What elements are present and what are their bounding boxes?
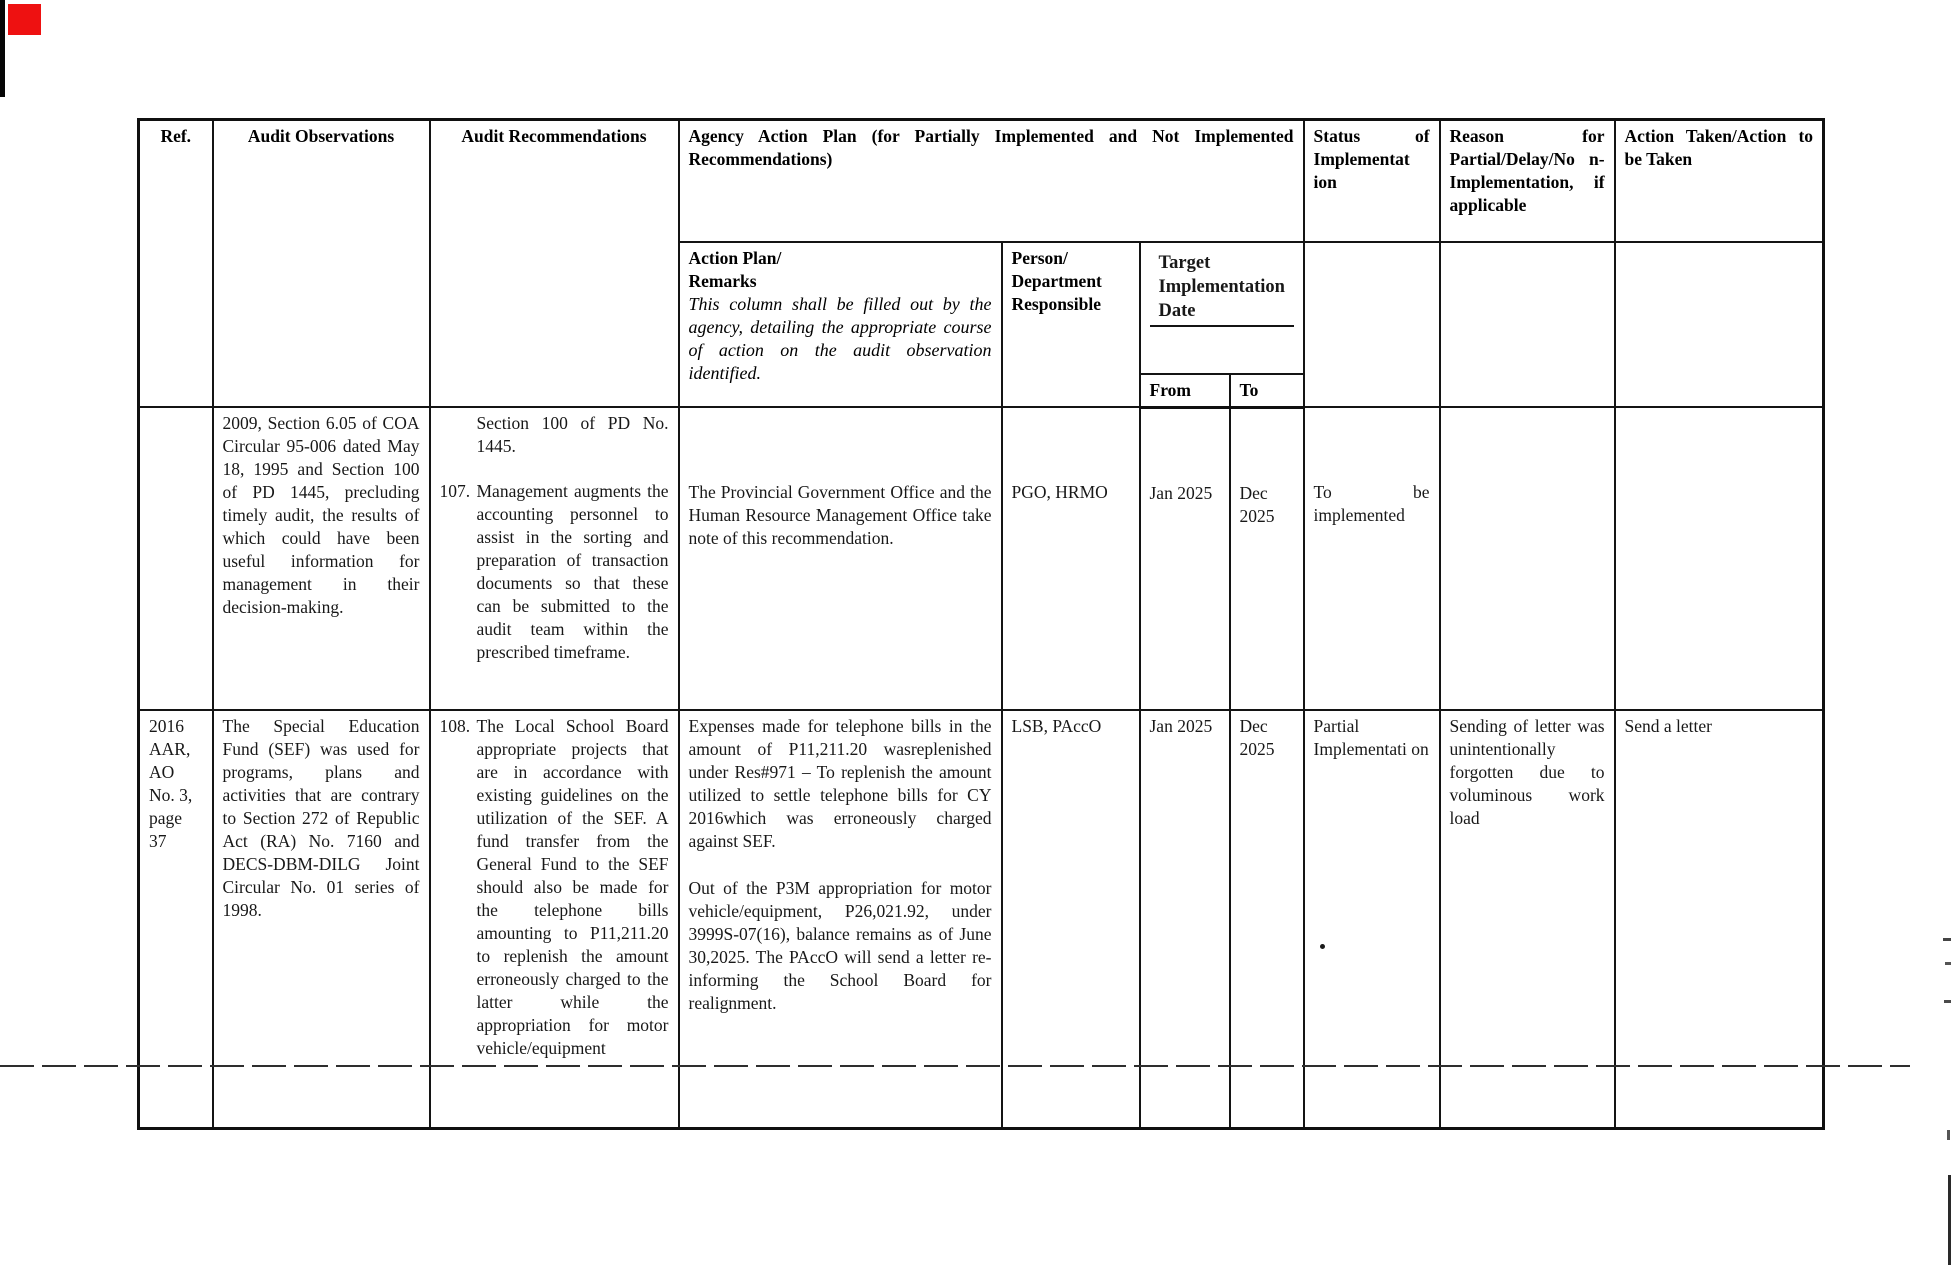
cell-r2-from: Jan 2025 xyxy=(1140,710,1230,1128)
scan-edge-mark xyxy=(1943,938,1951,941)
cell-r2-action-taken: Send a letter xyxy=(1615,710,1824,1128)
col-header-target-implementation-date xyxy=(1140,242,1304,374)
recommendation-number: 108. xyxy=(439,716,471,736)
col-header-person-department: Person/ Department Responsible xyxy=(1002,242,1140,408)
col-header-agency-action-plan: Agency Action Plan (for Partially Implemented and Not Implemented Recommendations) xyxy=(679,120,1304,242)
col-header-to: To xyxy=(1230,374,1304,408)
header-spacer-reason xyxy=(1440,242,1615,408)
recommendation-text: The Local School Board appropriate projects that are in accordance with existing guidelines on the utilization of the SEF. A fund transfer from the General Fund to the SEF should also be made for the telephone bills amounting to P11,211.20 to replenish the amount erroneously charged to the latter while the appropriation for motor vehicle/equipment xyxy=(476,716,669,1058)
cell-r1-from: Jan 2025 xyxy=(1140,407,1230,710)
cell-r2-observation: The Special Education Fund (SEF) was used for programs, plans and activities that are contrary to Section 272 of Republic Act (RA) No. 7160 and DECS-DBM-DILG Joint Circular No. 01 series of 1998. xyxy=(213,710,430,1128)
col-header-action-taken: Action Taken/Action to be Taken xyxy=(1615,120,1824,242)
action-plan-paragraph-2: Out of the P3M appropriation for motor vehicle/equipment, P26,021.92, under 3999S-07(16), balance remains as of June 30,2025. The PAccO will send a letter re-informing the School Board for realignment. xyxy=(688,878,992,1013)
col-header-audit-recommendations: Audit Recommendations xyxy=(430,120,679,408)
header-spacer-status xyxy=(1304,242,1440,408)
col-header-ref: Ref. xyxy=(139,120,213,408)
scan-edge-mark xyxy=(1945,962,1951,965)
cell-r1-status: To be implemented xyxy=(1304,407,1440,710)
page-break-dashed-line xyxy=(0,1065,1910,1067)
scan-edge-mark xyxy=(1944,1000,1951,1003)
col-header-from: From xyxy=(1140,374,1230,408)
cell-r1-person: PGO, HRMO xyxy=(1002,407,1140,710)
recommendation-fragment: Section 100 of PD No. 1445. xyxy=(476,413,669,456)
cell-r1-action-taken xyxy=(1615,407,1824,710)
cell-r2-person: LSB, PAccO xyxy=(1002,710,1140,1128)
action-plan-title-line1: Action Plan/ xyxy=(688,247,782,268)
action-plan-paragraph-1: Expenses made for telephone bills in the amount of P11,211.20 wasreplenished under Res#971 – To replenish the amount utilized to settle telephone bills for CY 2016which was erroneously charged against SEF. xyxy=(688,716,992,851)
audit-action-plan-table xyxy=(137,118,1825,1130)
recommendation-number: 107. xyxy=(439,481,471,501)
cell-r2-reason: Sending of letter was unintentionally forgotten due to voluminous work load xyxy=(1440,710,1615,1128)
scan-noise-dot xyxy=(1320,944,1325,949)
scan-edge-artifact-right xyxy=(1948,1175,1951,1265)
scan-edge-mark xyxy=(1947,1130,1950,1140)
col-header-action-plan-remarks xyxy=(679,242,1002,408)
cell-r2-to: Dec 2025 xyxy=(1230,710,1304,1128)
col-header-audit-observations: Audit Observations xyxy=(213,120,430,408)
recommendation-text: Management augments the accounting personnel to assist in the sorting and preparation of transaction documents so that these can be submitted to the audit team within the prescribed timeframe. xyxy=(476,481,669,662)
cell-r1-action-plan: The Provincial Government Office and the Human Resource Management Office take note of this recommendation. xyxy=(679,407,1002,710)
cell-r1-recommendation xyxy=(430,407,679,710)
cell-r1-to: Dec 2025 xyxy=(1230,407,1304,710)
cell-r2-status: Partial Implementati on xyxy=(1304,710,1440,1128)
recommendation-item-108 xyxy=(440,715,669,1060)
target-date-label: Target Implementation Date xyxy=(1150,247,1294,327)
scan-edge-artifact-left xyxy=(0,0,5,97)
cell-r2-ref: 2016 AAR, AO No. 3, page 37 xyxy=(139,710,213,1128)
header-spacer-action-taken xyxy=(1615,242,1824,408)
action-plan-title-line2: Remarks xyxy=(688,270,757,291)
cell-r1-reason xyxy=(1440,407,1615,710)
cell-r1-observation: 2009, Section 6.05 of COA Circular 95-006 dated May 18, 1995 and Section 100 of PD 1445, precluding timely audit, the results of which could have been useful information for management in their decision-making. xyxy=(213,407,430,710)
col-header-status: Status of Implementat ion xyxy=(1304,120,1440,242)
action-plan-note: This column shall be filled out by the agency, detailing the appropriate course of action on the audit observation identified. xyxy=(688,293,992,383)
cell-r1-ref xyxy=(139,407,213,710)
red-corner-marker xyxy=(8,4,41,35)
col-header-reason: Reason for Partial/Delay/No n- Implementation, if applicable xyxy=(1440,120,1615,242)
recommendation-item-107 xyxy=(440,480,669,664)
